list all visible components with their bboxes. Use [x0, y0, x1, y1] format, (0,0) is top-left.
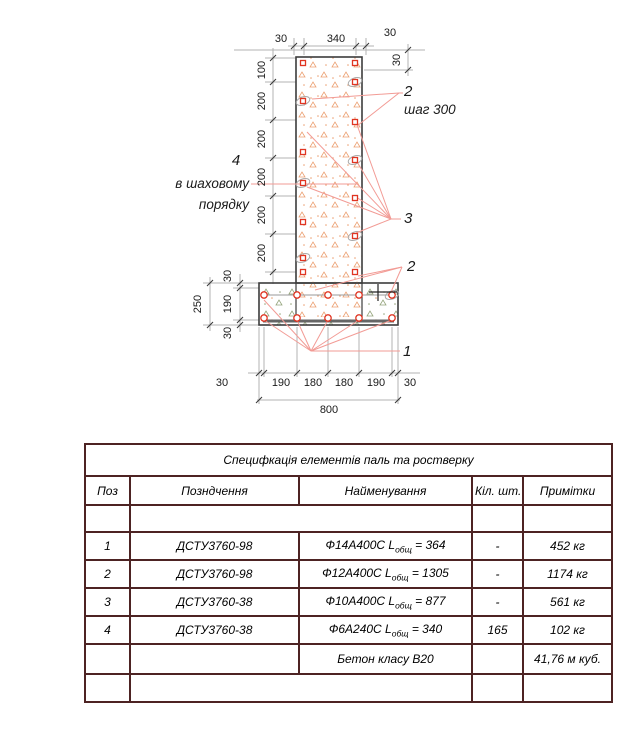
- spec-empty-cell: [472, 674, 523, 702]
- spec-concrete-name: Бетон класу В20: [299, 644, 472, 674]
- callout-2-bottom: 2: [407, 258, 416, 275]
- callout-step-300: шаг 300: [404, 102, 456, 117]
- spec-row-1: [85, 532, 612, 560]
- spec-pos: 1: [85, 532, 130, 560]
- dim-footing-190: 190: [222, 294, 234, 314]
- dim-footing-30-bottom: 30: [222, 326, 234, 340]
- spec-pos: 3: [85, 588, 130, 616]
- concrete-section: [259, 57, 398, 325]
- dim-top-340: 340: [326, 33, 346, 45]
- spec-row-3: [85, 588, 612, 616]
- spec-header-name: Найменування: [299, 476, 472, 505]
- spec-note: 452 кг: [523, 532, 612, 560]
- spec-qty: 165: [472, 616, 523, 644]
- dim-top-30-right: 30: [383, 27, 397, 39]
- dim-left-200c: 200: [256, 167, 268, 187]
- spec-empty-cell: [472, 505, 523, 532]
- spec-header-designation: Позндчення: [130, 476, 299, 505]
- spec-row-concrete: [85, 644, 612, 674]
- callout-2-top: 2: [404, 83, 413, 100]
- callout-4-line2: порядку: [198, 197, 249, 212]
- spec-empty-cell: [472, 644, 523, 674]
- spec-concrete-note: 41,76 м куб.: [523, 644, 612, 674]
- spec-header-qty: Кіл. шт.: [472, 476, 523, 505]
- spec-empty-cell: [85, 644, 130, 674]
- dim-left-200d: 200: [256, 205, 268, 225]
- spec-table-title: Специфкація елементів паль та ростверку: [85, 444, 612, 476]
- callout-4: 4: [231, 152, 241, 169]
- spec-designation: ДСТУ3760-98: [130, 560, 299, 588]
- dim-top-30-left: 30: [274, 33, 288, 45]
- spec-empty-cell: [523, 505, 612, 532]
- callout-4-line1: в шаховому: [175, 176, 249, 191]
- spec-header-notes: Примітки: [523, 476, 612, 505]
- spec-empty-cell: [523, 674, 612, 702]
- dim-footing-30-top: 30: [222, 269, 234, 283]
- spec-designation: ДСТУ3760-98: [130, 532, 299, 560]
- dim-left-200a: 200: [256, 91, 268, 111]
- spec-pos: 2: [85, 560, 130, 588]
- column-body: [296, 57, 362, 283]
- spec-designation: ДСТУ3760-38: [130, 616, 299, 644]
- spec-name: Ф14А400С $L_{общ} = 364$: [299, 532, 472, 560]
- specification-table: [84, 443, 613, 703]
- dim-left-200e: 200: [256, 243, 268, 263]
- spec-name: Ф12А400С $L_{общ} = 1305$: [299, 560, 472, 588]
- spec-name: Ф10А400С $L_{общ} = 877$: [299, 588, 472, 616]
- dim-bottom-800: 800: [319, 404, 339, 416]
- spec-note: 102 кг: [523, 616, 612, 644]
- spec-row-2: [85, 560, 612, 588]
- spec-note: 1174 кг: [523, 560, 612, 588]
- spec-empty-cell: [85, 674, 130, 702]
- spec-qty: -: [472, 560, 523, 588]
- dim-bottom-180a: 180: [303, 377, 323, 389]
- dim-left-200b: 200: [256, 129, 268, 149]
- spec-empty-cell: [130, 644, 299, 674]
- spec-qty: -: [472, 588, 523, 616]
- spec-designation: ДСТУ3760-38: [130, 588, 299, 616]
- dim-bottom-180b: 180: [334, 377, 354, 389]
- dim-bottom-190a: 190: [271, 377, 291, 389]
- spec-empty-cell: [85, 505, 130, 532]
- spec-empty-cell: [130, 674, 472, 702]
- dim-bottom-30-left: 30: [215, 377, 229, 389]
- dim-footing-250: 250: [192, 294, 204, 314]
- spec-name: Ф6А240С $L_{общ} = 340$: [299, 616, 472, 644]
- spec-qty: -: [472, 532, 523, 560]
- dim-right-30: 30: [391, 53, 403, 67]
- spec-note: 561 кг: [523, 588, 612, 616]
- dim-left-100: 100: [256, 60, 268, 80]
- spec-header-pos: Поз: [85, 476, 130, 505]
- spec-row-4: [85, 616, 612, 644]
- spec-pos: 4: [85, 616, 130, 644]
- callout-3: 3: [404, 210, 413, 227]
- dim-bottom-30-right: 30: [403, 377, 417, 389]
- spec-empty-cell: [130, 505, 472, 532]
- dim-bottom-190b: 190: [366, 377, 386, 389]
- callout-1: 1: [403, 343, 412, 360]
